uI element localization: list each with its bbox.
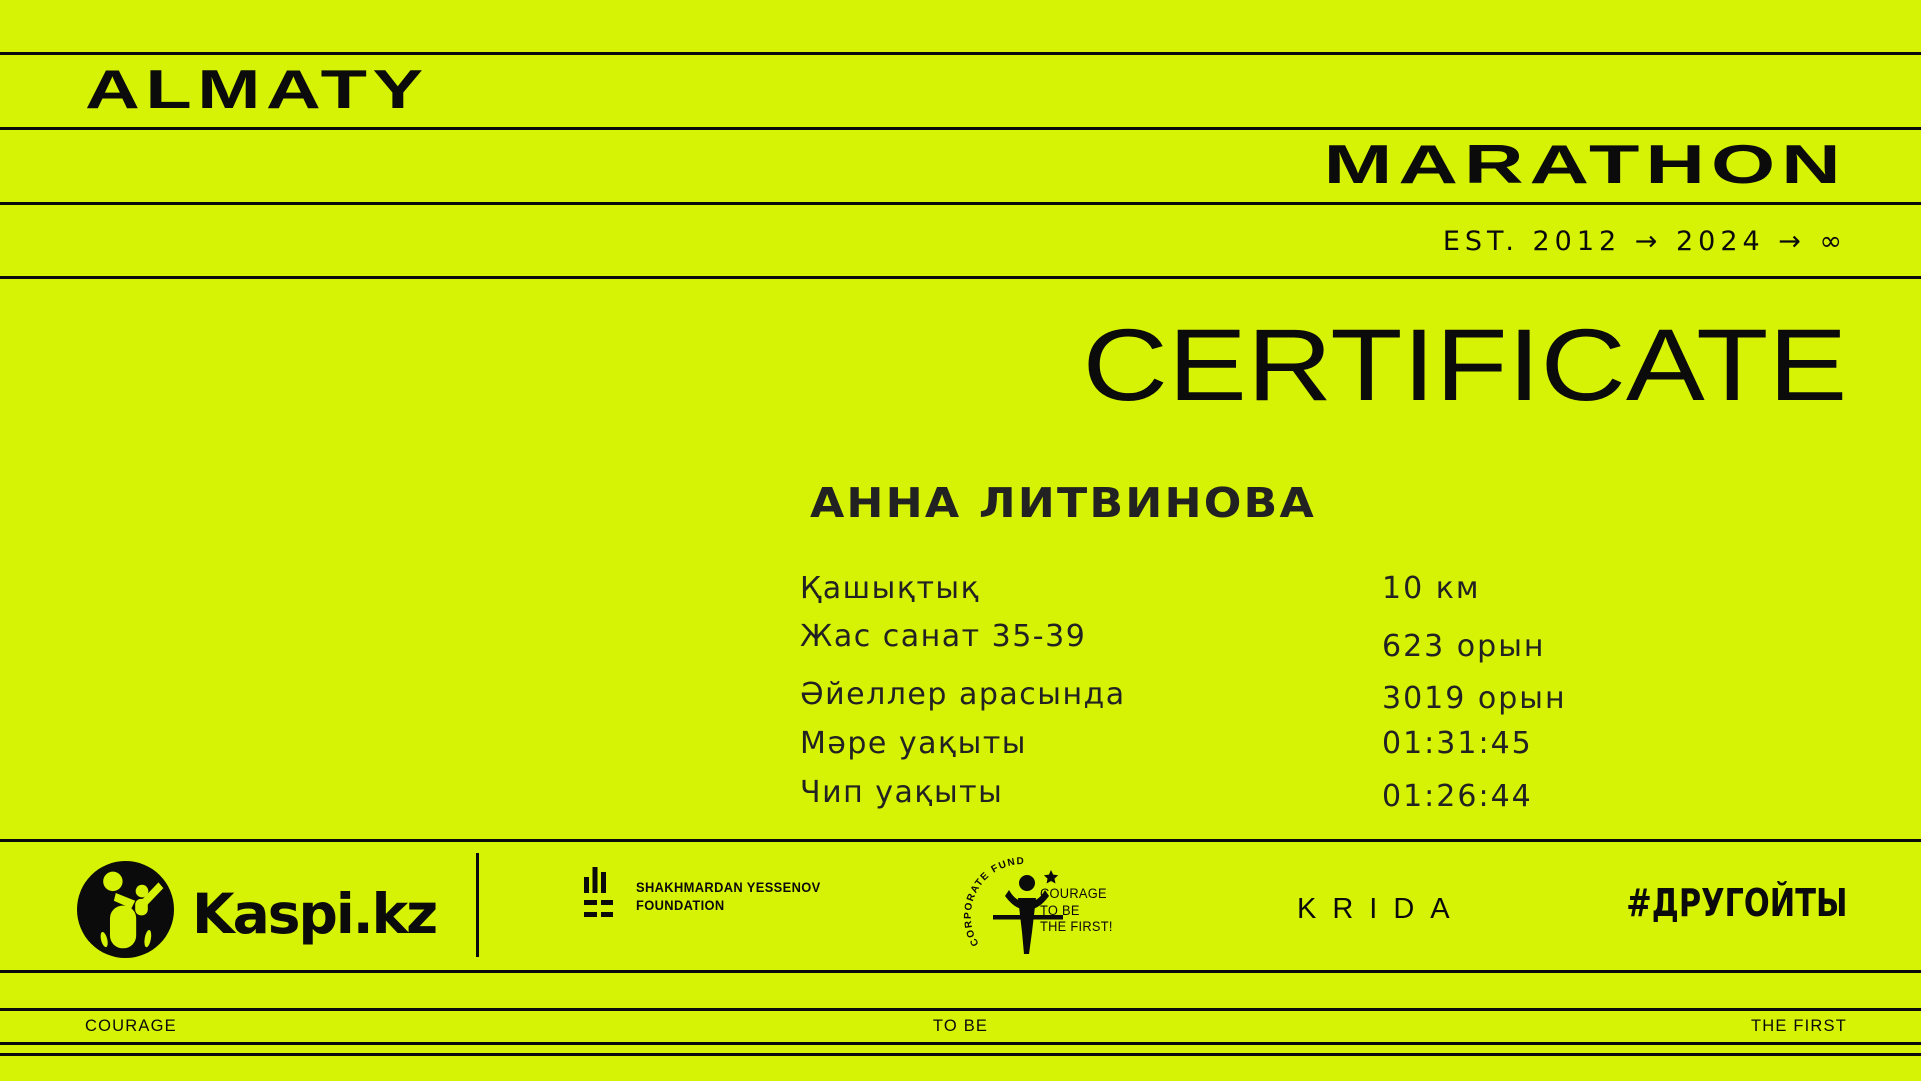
yessenov-foundation-text [636,879,821,914]
table-row [800,728,1600,760]
kaspi-logo-text: Kaspi.kz [192,882,437,946]
divider-line [0,1053,1921,1056]
divider-line [0,1008,1921,1011]
row-label: Қашықтық [800,571,981,606]
corporate-fund-arc-text: CORPORATE FUND [963,856,1026,948]
row-value: 10 км [1382,571,1481,606]
row-value: 623 орын [1382,629,1546,664]
header-established: EST. 2012 → 2024 → ∞ [1442,226,1847,257]
divider-line [0,202,1921,205]
row-value: 3019 орын [1382,681,1567,716]
sponsor-divider [476,853,479,957]
krida-logo-text: KRIDA [1297,893,1466,925]
divider-line [0,52,1921,55]
table-row [800,619,1600,664]
footer-to-be: TO BE [932,1017,989,1035]
footer-courage: COURAGE [85,1017,177,1035]
row-value: 01:31:45 [1382,726,1533,761]
result-table [800,571,1600,814]
table-row [800,775,1600,814]
kaspi-logo-icon [77,861,174,958]
yessenov-line1: SHAKHMARDAN YESSENOV [636,879,821,895]
footer-the-first: THE FIRST [1750,1017,1847,1035]
yessenov-foundation-icon [584,867,614,923]
table-row [800,573,1600,605]
certificate-title: CERTIFICATE [1082,308,1847,422]
divider-line [0,1042,1921,1045]
slogan-line3: THE FIRST! [1040,919,1113,934]
hashtag-logo-text: #ДРУГОЙТЫ [1625,881,1847,925]
header-event: MARATHON [1323,133,1847,195]
row-label: Мәре уақыты [800,726,1027,761]
recipient-name: АННА ЛИТВИНОВА [810,479,1316,527]
row-label: Чип уақыты [800,775,1004,810]
divider-line [0,839,1921,842]
divider-line [0,970,1921,973]
corporate-fund-slogan [1040,886,1113,936]
slogan-line2: TO BE [1040,902,1080,918]
divider-line [0,276,1921,279]
header-city: ALMATY [85,58,429,120]
table-row [800,677,1600,716]
slogan-line1: COURAGE [1040,886,1107,901]
row-value: 01:26:44 [1382,779,1533,814]
row-label: Жас санат 35-39 [800,619,1087,654]
row-label: Әйеллер арасында [800,677,1126,712]
divider-line [0,127,1921,130]
yessenov-line2: FOUNDATION [636,896,725,913]
